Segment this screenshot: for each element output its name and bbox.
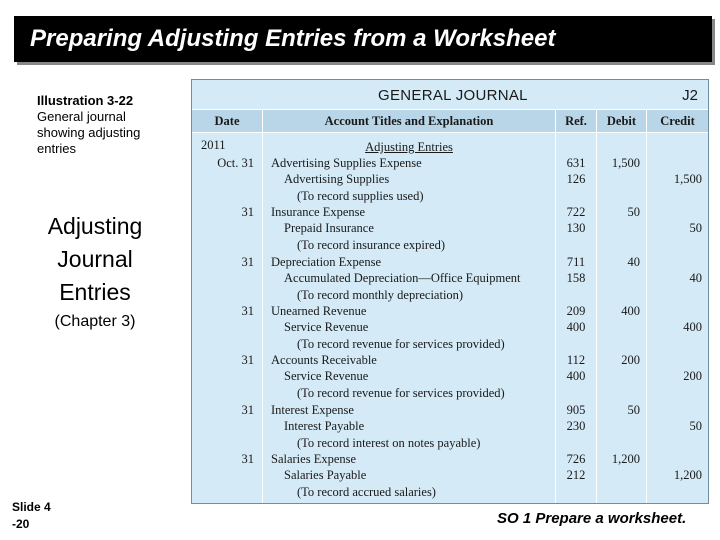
ref-number: 631 <box>566 156 586 170</box>
journal-year: 2011 <box>201 138 226 152</box>
credit-amount: 1,200 <box>673 468 702 483</box>
ref-number: 400 <box>566 369 586 384</box>
side-title-line: Adjusting <box>47 213 143 239</box>
account-title: Salaries Expense <box>271 452 357 466</box>
ref-number: 400 <box>566 320 586 335</box>
debit-amount: 1,200 <box>611 452 640 466</box>
account-title: Insurance Expense <box>271 205 366 219</box>
account-title: (To record monthly depreciation) <box>297 287 464 302</box>
column-header-credit: Credit <box>647 110 708 132</box>
account-title: Depreciation Expense <box>271 255 382 269</box>
illustration-heading: Illustration 3-22 <box>37 93 134 108</box>
debit-amount: 400 <box>621 304 640 318</box>
column-header-date: Date <box>192 110 262 132</box>
journal-title: GENERAL JOURNAL <box>378 87 528 104</box>
entry-date: 31 <box>241 452 254 466</box>
account-title: (To record interest on notes payable) <box>297 435 481 450</box>
credit-amount: 50 <box>689 419 702 434</box>
ref-number: 126 <box>566 172 586 187</box>
account-title: Accumulated Depreciation—Office Equipment <box>284 271 521 286</box>
debit-amount: 50 <box>627 403 640 417</box>
slide-title: Preparing Adjusting Entries from a Worksheet <box>30 25 556 52</box>
footer-objective: SO 1 Prepare a worksheet. <box>497 510 687 527</box>
slide-number <box>12 499 51 533</box>
ref-number: 905 <box>566 403 586 417</box>
account-title: Advertising Supplies <box>284 172 390 187</box>
account-title: Service Revenue <box>284 320 369 335</box>
entry-date: 31 <box>241 304 254 318</box>
entry-date: 31 <box>241 205 254 219</box>
account-title: (To record revenue for services provided) <box>297 385 505 400</box>
header-divider <box>192 132 708 133</box>
column-divider <box>262 109 263 503</box>
account-title: Salaries Payable <box>284 468 367 483</box>
account-title: Advertising Supplies Expense <box>271 156 422 170</box>
slide-number-line: Slide 4 <box>12 500 51 514</box>
debit-amount: 40 <box>627 255 640 269</box>
account-title: (To record accrued salaries) <box>297 484 436 499</box>
slide-title-bar <box>14 16 712 62</box>
column-header-ref: Ref. <box>556 110 596 132</box>
illustration-caption-line: General journal <box>37 109 126 124</box>
entry-date: 31 <box>241 353 254 367</box>
account-title: (To record supplies used) <box>297 188 424 203</box>
entry-date: Oct. 31 <box>217 156 254 170</box>
credit-amount: 400 <box>683 320 702 335</box>
account-title: Interest Payable <box>284 419 365 434</box>
credit-amount: 200 <box>683 369 702 384</box>
slide-number-line: -20 <box>12 517 30 531</box>
account-title: Interest Expense <box>271 403 354 417</box>
debit-amount: 50 <box>627 205 640 219</box>
section-heading: Adjusting Entries <box>365 140 453 154</box>
column-header-account: Account Titles and Explanation <box>263 110 555 132</box>
ref-number: 112 <box>566 353 586 367</box>
account-title: Service Revenue <box>284 369 369 384</box>
side-subtitle: (Chapter 3) <box>54 313 136 330</box>
ref-number: 726 <box>566 452 586 466</box>
column-header-debit: Debit <box>597 110 646 132</box>
illustration-caption-line: entries <box>37 141 77 156</box>
ref-number: 230 <box>566 419 586 434</box>
side-title <box>30 210 160 309</box>
account-title: Accounts Receivable <box>271 353 377 367</box>
journal-header <box>192 80 708 109</box>
debit-amount: 1,500 <box>611 156 640 170</box>
side-title-line: Entries <box>59 279 131 305</box>
account-title: (To record insurance expired) <box>297 237 446 252</box>
account-title: (To record revenue for services provided) <box>297 336 505 351</box>
credit-amount: 1,500 <box>673 172 702 187</box>
ref-number: 209 <box>566 304 586 318</box>
ref-number: 158 <box>566 271 586 286</box>
ref-number: 711 <box>566 255 586 269</box>
credit-amount: 40 <box>689 271 702 286</box>
ref-number: 212 <box>566 468 586 483</box>
account-title: Prepaid Insurance <box>284 221 374 236</box>
entry-date: 31 <box>241 403 254 417</box>
entry-date: 31 <box>241 255 254 269</box>
illustration-caption <box>37 93 187 157</box>
column-divider <box>646 109 647 503</box>
ref-number: 130 <box>566 221 586 236</box>
general-journal <box>191 79 709 504</box>
header-divider <box>192 109 708 110</box>
journal-page-number: J2 <box>682 87 698 104</box>
side-title-line: Journal <box>57 246 133 272</box>
credit-amount: 50 <box>689 221 702 236</box>
ref-number: 722 <box>566 205 586 219</box>
account-title: Unearned Revenue <box>271 304 367 318</box>
illustration-caption-line: showing adjusting <box>37 125 141 140</box>
debit-amount: 200 <box>621 353 640 367</box>
